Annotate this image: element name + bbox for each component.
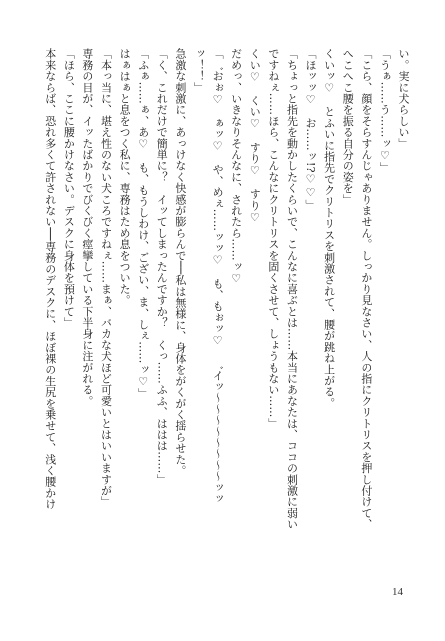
text-line: 専務の目が、イッたばかりでびくびく痙攣している下半身に注がれる。	[80, 48, 94, 407]
text-line: 「ふぁ……ぁ、あ♡ も、もうしわけ、ござい、ま、しぇ……ッ♡」	[136, 48, 150, 400]
text-line: 「゛おぉ♡ ぁッ♡ や、めぇ……ッッ♡ も、もぉッ♡ ゛イッ〜〜〜〜〜〜〜〜ッッ	[211, 48, 225, 504]
text-line: くいッ♡ とふいに指先でクリトリスを刺激されて、腰が跳ね上がる。	[322, 48, 336, 409]
text-line: 急激な刺激に、あっけなく快感が膨らんで──私は無様に、身体をがくがく揺らせた。	[173, 48, 187, 477]
vertical-text-body	[40, 48, 412, 568]
text-line: 「こら、顔をそらすんじゃありません。しっかり見なさい、人の指にクリトリスを押し付けて、	[359, 48, 373, 530]
text-line: 「く、これだけで簡単に？ イッてしまったんですか？ くっ……ふふ、ははは……」	[155, 48, 169, 485]
text-line: くい♡ くい♡ すり♡ すり♡	[248, 48, 262, 224]
text-line: 本来ならば、恐れ多くて許されない──専務のデスクに、ほぼ裸の生尻を乗せて、浅く腰かけ	[43, 48, 57, 510]
text-line: はぁはぁと息をつく私に、専務はため息をついた。	[118, 48, 132, 306]
page-number: 14	[392, 586, 403, 598]
text-line: 「ほッッ♡ お……ッ!?♡♡」	[304, 48, 318, 211]
text-line: ですねぇ……ほら、こんなにクリトリスを固くさせて、しょうもない……」	[266, 48, 280, 429]
text-line: だめっ、いきなりそんなに、されたら……ッ♡	[229, 48, 243, 286]
text-line: 「うぁ……う……ッ♡」	[378, 48, 392, 174]
text-line: へこへこ腰を振る自分の姿を」	[341, 48, 355, 205]
text-line: い。実に犬らしい」	[397, 48, 410, 149]
text-line: 「本っ当に、堪え性のない犬ころですねぇ……まぁ、バカな犬ほど可愛いとはいいますが」	[99, 48, 113, 508]
text-line: ッ！！」	[192, 48, 206, 93]
text-line: 「ちょっと指先を動かしたくらいで、こんなに喜ぶとは……本当にあなたは、ココの刺激に弱い	[285, 48, 299, 530]
text-line: 「ほら、ここに腰かけなさい。デスクに身体を預けて」	[62, 48, 76, 328]
